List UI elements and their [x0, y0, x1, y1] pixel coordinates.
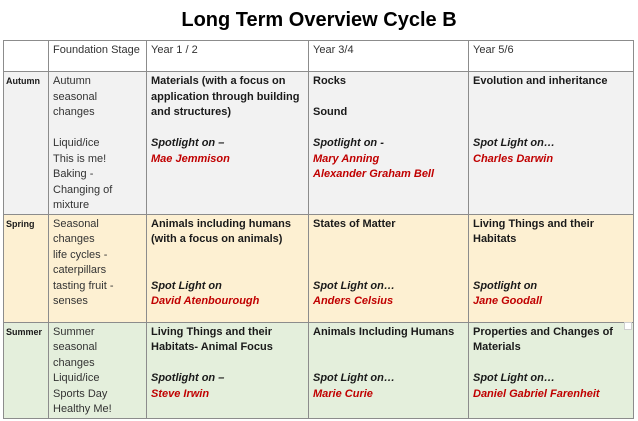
autumn-foundation-line: changes: [53, 106, 95, 118]
topic-line: and structures): [151, 106, 232, 118]
summer-foundation-line: seasonal: [53, 341, 98, 353]
spotlight-label: Spot Light on: [151, 279, 222, 292]
autumn-foundation-line: This is me!: [53, 152, 107, 165]
spring-row: [4, 214, 634, 322]
topic-line: Animals including humans: [151, 217, 291, 230]
spotlight-scientist: Marie Curie: [313, 387, 373, 400]
spotlight-label: Spotlight on –: [151, 137, 225, 149]
autumn-foundation-line: Liquid/ice: [53, 137, 100, 149]
autumn-foundation-cell: [49, 72, 147, 215]
spotlight-scientist: Jane Goodall: [473, 295, 543, 307]
topic-line: States of Matter: [313, 217, 396, 230]
topic-line: Evolution and inheritance: [473, 75, 608, 87]
autumn-row: [4, 72, 634, 215]
spring-foundation-line: changes: [53, 233, 95, 245]
spring-year-5-6-cell: [469, 214, 634, 322]
spotlight-label: Spotlight on -: [313, 137, 384, 149]
page-title: Long Term Overview Cycle B: [181, 9, 457, 31]
topic-line: Rocks: [313, 75, 347, 87]
spotlight-label: Spot Light on…: [313, 279, 395, 292]
summer-foundation-line: Healthy Me!: [53, 403, 112, 415]
spring-foundation-cell: [49, 214, 147, 322]
spotlight-scientist: Mary Anning: [313, 152, 380, 165]
spring-year-1-2-cell: [147, 214, 309, 322]
topic-line: application through building: [151, 90, 300, 103]
header-year-1-2: Year 1 / 2: [147, 41, 309, 72]
autumn-foundation-line: [53, 121, 142, 137]
topic-line: Sound: [313, 106, 348, 118]
season-label-autumn: Autumn: [4, 72, 49, 215]
season-label-summer: Summer: [4, 322, 49, 418]
spring-foundation-line: tasting fruit -: [53, 279, 114, 292]
topic-line: Animals Including Humans: [313, 325, 455, 338]
autumn-foundation-line: seasonal: [53, 90, 98, 103]
spotlight-label: Spotlight on: [473, 279, 538, 292]
spotlight-scientist: Charles Darwin: [473, 152, 554, 165]
topic-line: (with a focus on animals): [151, 233, 283, 245]
spring-foundation-line: life cycles -: [53, 248, 108, 261]
spring-foundation-line: caterpillars: [53, 264, 107, 276]
topic-line: Properties and Changes of: [473, 325, 613, 338]
spotlight-label: Spot Light on…: [473, 372, 555, 384]
spring-foundation-line: senses: [53, 295, 88, 307]
overview-table: [3, 40, 634, 419]
spotlight-scientist: Anders Celsius: [313, 295, 394, 307]
topic-line: Materials: [473, 341, 521, 353]
summer-row: [4, 322, 634, 418]
resize-handle-icon: [624, 322, 632, 330]
summer-year-5-6-cell: [469, 322, 634, 418]
topic-line: Habitats- Animal Focus: [151, 341, 273, 353]
header-foundation: Foundation Stage: [49, 41, 147, 72]
spotlight-scientist: Alexander Graham Bell: [313, 168, 435, 180]
spring-foundation-line: Seasonal: [53, 217, 99, 230]
spotlight-label: Spotlight on –: [151, 372, 225, 384]
autumn-foundation-line: Changing of: [53, 183, 113, 196]
spotlight-scientist: Mae Jemmison: [151, 152, 230, 165]
topic-line: Living Things and their: [473, 217, 594, 230]
season-label-spring: Spring: [4, 214, 49, 322]
summer-year-1-2-cell: [147, 322, 309, 418]
topic-line: Habitats: [473, 233, 517, 245]
spotlight-label: Spot Light on…: [313, 372, 395, 384]
header-year-5-6: Year 5/6: [469, 41, 634, 72]
autumn-foundation-line: Autumn: [53, 75, 91, 87]
autumn-foundation-line: Baking -: [53, 168, 94, 180]
autumn-year-1-2-cell: [147, 72, 309, 215]
topic-line: Materials (with a focus on: [151, 75, 286, 87]
spotlight-scientist: David Atenbourough: [151, 295, 260, 307]
summer-foundation-line: Summer: [53, 325, 95, 338]
spotlight-scientist: Daniel Gabriel Farenheit: [473, 387, 600, 400]
header-year-3-4: Year 3/4: [309, 41, 469, 72]
spring-year-3-4-cell: [309, 214, 469, 322]
spotlight-scientist: Steve Irwin: [151, 387, 210, 400]
header-blank-cell: [4, 41, 49, 72]
summer-foundation-line: changes: [53, 356, 95, 369]
summer-foundation-line: Sports Day: [53, 387, 108, 400]
summer-foundation-line: Liquid/ice: [53, 372, 100, 384]
autumn-year-5-6-cell: [469, 72, 634, 215]
summer-foundation-cell: [49, 322, 147, 418]
header-row: [4, 41, 634, 72]
autumn-foundation-line: mixture: [53, 199, 90, 211]
spotlight-label: Spot Light on…: [473, 137, 555, 149]
summer-year-3-4-cell: [309, 322, 469, 418]
topic-line: Living Things and their: [151, 325, 272, 338]
autumn-year-3-4-cell: [309, 72, 469, 215]
